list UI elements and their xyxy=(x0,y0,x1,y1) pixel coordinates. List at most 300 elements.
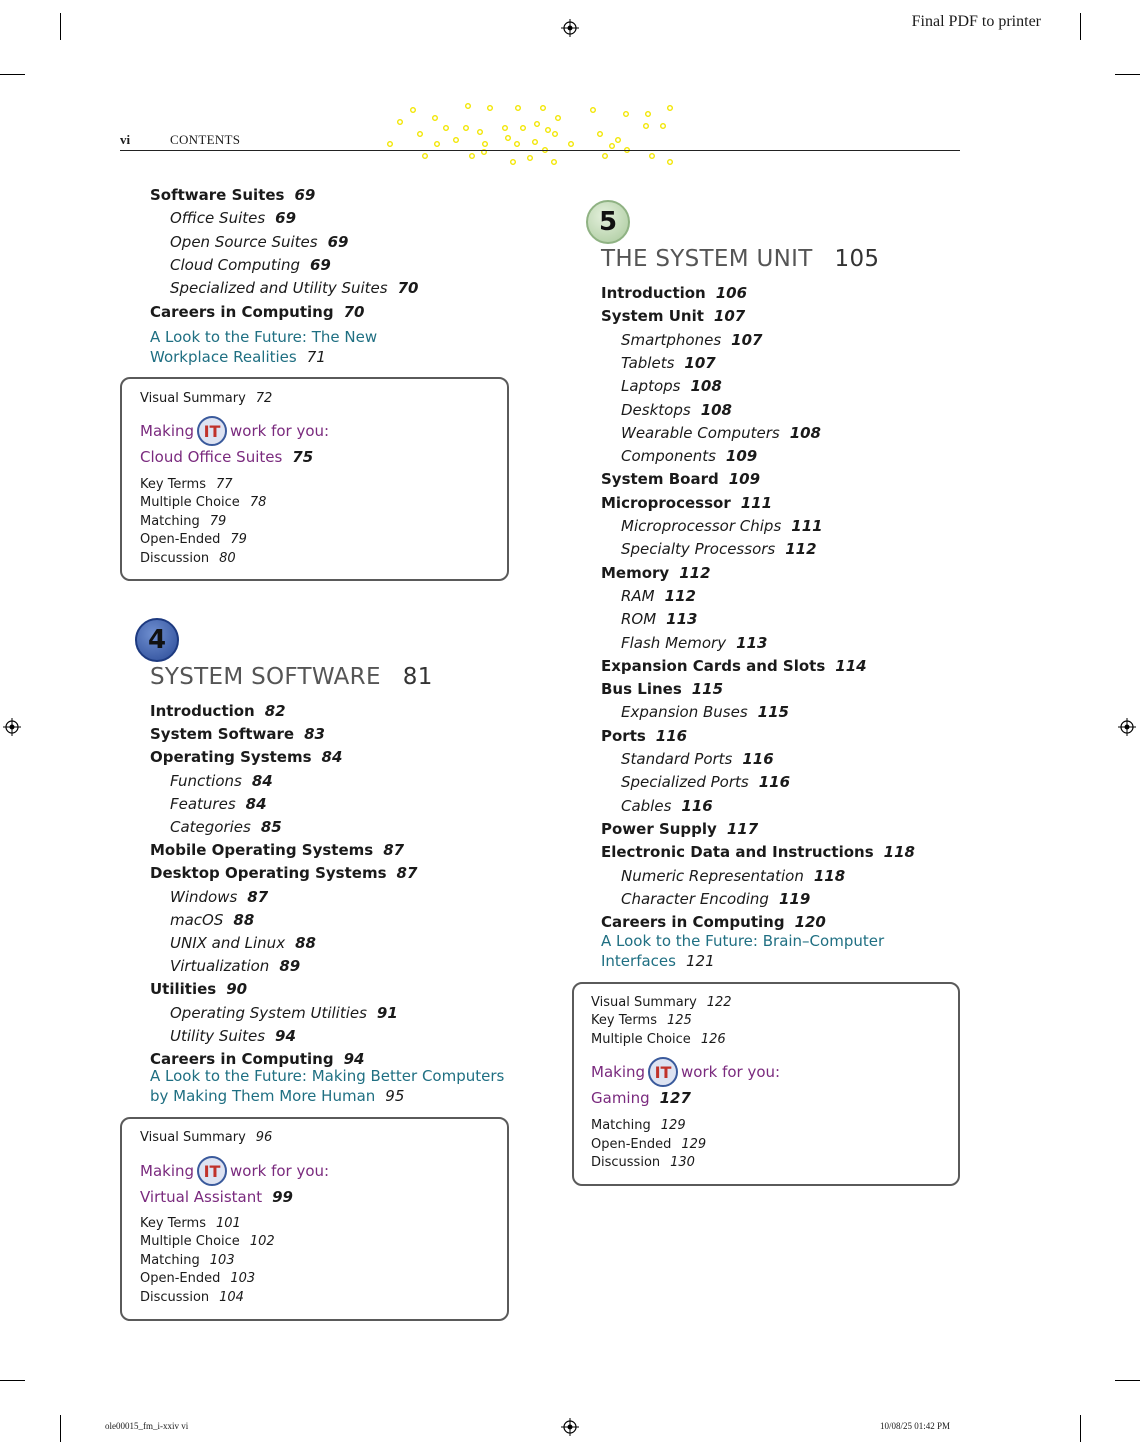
page-ref: 94 xyxy=(343,1050,365,1068)
making-text: Making xyxy=(591,1063,646,1081)
page-ref: 109 xyxy=(728,470,761,489)
toc-entry[interactable] xyxy=(170,794,267,814)
toc-entry[interactable] xyxy=(621,796,713,816)
decorative-dot xyxy=(433,116,438,121)
item-label: Visual Summary xyxy=(140,391,246,406)
entry-title: Categories xyxy=(170,818,251,836)
page-ref: 103 xyxy=(230,1271,256,1287)
toc-entry[interactable] xyxy=(170,933,316,953)
entry-title: Office Suites xyxy=(170,209,266,228)
crop-mark xyxy=(60,1415,61,1442)
look-to-future-link[interactable] xyxy=(601,931,884,971)
page-ref: 111 xyxy=(740,493,773,512)
toc-entry[interactable] xyxy=(621,353,716,373)
making-text: work for you: xyxy=(681,1063,781,1081)
look-line: Interfaces xyxy=(601,952,676,970)
page-ref: 71 xyxy=(306,348,326,366)
review-item[interactable] xyxy=(140,1233,275,1251)
decorative-dot xyxy=(535,122,540,127)
item-label: Multiple Choice xyxy=(591,1031,691,1047)
making-text: Making xyxy=(140,1162,195,1180)
review-item[interactable] xyxy=(140,1215,241,1233)
decorative-dot xyxy=(411,108,416,113)
page-ref: 116 xyxy=(742,750,774,768)
page-ref: 108 xyxy=(700,400,732,419)
toc-entry[interactable] xyxy=(621,539,817,559)
chapter-title-text: SYSTEM SOFTWARE xyxy=(150,664,381,690)
page-ref: 129 xyxy=(681,1136,707,1152)
toc-entry[interactable] xyxy=(621,376,722,396)
entry-title: Electronic Data and Instructions xyxy=(601,843,874,862)
entry-title: Expansion Cards and Slots xyxy=(601,656,826,675)
item-label: Open-Ended xyxy=(591,1136,672,1152)
review-item[interactable] xyxy=(140,1289,244,1307)
entry-title: macOS xyxy=(170,910,224,929)
entry-title: Components xyxy=(621,447,716,466)
review-item[interactable] xyxy=(591,994,732,1012)
decorative-dot xyxy=(616,138,621,143)
decorative-dot xyxy=(661,124,666,129)
page-ref: 114 xyxy=(835,656,867,675)
toc-entry[interactable] xyxy=(601,283,747,303)
toc-entry[interactable] xyxy=(170,771,273,791)
toc-entry[interactable] xyxy=(170,208,296,228)
page-ref: 108 xyxy=(789,423,821,442)
making-text: work for you: xyxy=(230,1162,330,1180)
item-label: Matching xyxy=(140,1252,200,1268)
printer-note: Final PDF to printer xyxy=(911,13,1041,30)
decorative-dot xyxy=(488,106,493,111)
entry-title: Careers in Computing xyxy=(150,1050,334,1068)
entry-title: Bus Lines xyxy=(601,680,682,699)
decorative-dot xyxy=(556,116,561,121)
entry-title: Flash Memory xyxy=(621,633,727,652)
crop-mark xyxy=(60,13,61,40)
decorative-dot xyxy=(598,132,603,137)
item-label: Open-Ended xyxy=(140,1271,221,1287)
entry-title: Cloud Computing xyxy=(170,255,300,274)
toc-entry[interactable] xyxy=(170,956,300,976)
page-ref: 72 xyxy=(255,391,273,406)
toc-entry[interactable] xyxy=(150,302,364,322)
decorative-dot xyxy=(515,142,520,147)
entry-title: Operating Systems xyxy=(150,748,312,767)
entry-title: Specialty Processors xyxy=(621,540,776,559)
topic-label: Gaming xyxy=(591,1089,650,1107)
toc-entry[interactable] xyxy=(150,747,342,767)
item-label: Discussion xyxy=(591,1155,661,1171)
decorative-dot xyxy=(610,144,615,149)
toc-entry[interactable] xyxy=(150,840,404,860)
page-ref: 116 xyxy=(758,773,791,792)
entry-title: Careers in Computing xyxy=(601,913,785,932)
entry-title: Power Supply xyxy=(601,819,717,838)
decorative-dot xyxy=(478,130,483,135)
toc-entry[interactable] xyxy=(621,702,789,722)
page-ref: 101 xyxy=(215,1216,241,1231)
look-line: A Look to the Future: Making Better Computers xyxy=(150,1067,505,1085)
page-ref: 88 xyxy=(233,910,255,929)
toc-entry[interactable] xyxy=(170,255,331,275)
entry-title: Features xyxy=(170,794,236,813)
decorative-dot xyxy=(503,126,508,131)
review-item[interactable] xyxy=(140,1270,255,1288)
toc-entry[interactable] xyxy=(621,772,790,792)
page-ref: 130 xyxy=(670,1155,695,1171)
toc-entry[interactable] xyxy=(621,330,762,350)
page-ref: 88 xyxy=(295,934,316,952)
toc-entry[interactable] xyxy=(170,910,254,930)
making-it-work-heading xyxy=(140,1156,329,1186)
page-ref: 113 xyxy=(666,610,698,629)
item-label: Visual Summary xyxy=(591,995,697,1010)
decorative-dot xyxy=(646,112,651,117)
entry-title: Desktop Operating Systems xyxy=(150,864,387,883)
decorative-dot xyxy=(516,106,521,111)
entry-title: Microprocessor xyxy=(601,493,731,512)
item-label: Discussion xyxy=(140,550,210,566)
it-badge-icon: IT xyxy=(197,416,227,446)
review-item[interactable] xyxy=(140,550,236,568)
decorative-dot xyxy=(506,136,511,141)
chapter-page: 81 xyxy=(402,664,433,690)
decorative-dot xyxy=(624,112,629,117)
chapter-number-badge: 5 xyxy=(586,200,630,244)
page-ref: 79 xyxy=(230,532,247,548)
slug-date: 10/08/25 01:42 PM xyxy=(880,1421,951,1431)
toc-entry[interactable] xyxy=(150,724,325,744)
page-ref: 69 xyxy=(294,186,316,204)
entry-title: Software Suites xyxy=(150,186,285,204)
item-label: Matching xyxy=(591,1118,651,1133)
decorative-dot xyxy=(533,140,538,145)
page-ref: 78 xyxy=(249,495,267,511)
page-ref: 90 xyxy=(226,980,248,999)
page-ref: 77 xyxy=(215,477,233,492)
entry-title: Utility Suites xyxy=(170,1026,266,1045)
topic-label: Virtual Assistant xyxy=(140,1188,263,1206)
entry-title: ROM xyxy=(621,610,657,629)
review-item[interactable] xyxy=(140,531,247,549)
decorative-dot xyxy=(553,132,558,137)
page-ref: 118 xyxy=(883,843,915,862)
running-head: CONTENTS xyxy=(170,132,241,147)
decorative-dot xyxy=(464,126,469,131)
chapter-number-badge: 4 xyxy=(135,618,179,662)
item-label: Multiple Choice xyxy=(140,1234,240,1250)
page-ref: 107 xyxy=(684,353,716,372)
header-rule xyxy=(120,150,960,151)
registration-mark-icon xyxy=(1118,718,1136,736)
page-ref: 70 xyxy=(397,279,419,298)
making-it-work-heading xyxy=(140,416,329,446)
decorative-dot xyxy=(603,154,608,159)
page-ref: 96 xyxy=(255,1130,273,1145)
page-ref: 107 xyxy=(713,307,746,326)
item-label: Discussion xyxy=(140,1289,210,1305)
toc-entry[interactable] xyxy=(170,232,348,252)
toc-entry[interactable] xyxy=(621,446,757,466)
page-ref: 69 xyxy=(327,232,349,251)
crop-mark xyxy=(1115,1380,1140,1381)
decorative-dot xyxy=(591,108,596,113)
toc-entry[interactable] xyxy=(621,866,845,886)
item-label: Key Terms xyxy=(591,1013,657,1029)
page-ref: 113 xyxy=(736,633,768,652)
toc-entry[interactable] xyxy=(601,656,867,676)
look-to-future-link[interactable] xyxy=(150,1066,504,1106)
decorative-dot xyxy=(398,120,403,125)
decorative-dots xyxy=(380,100,675,168)
decorative-dot xyxy=(668,106,673,111)
page-ref: 106 xyxy=(715,284,748,302)
toc-entry[interactable] xyxy=(170,1003,398,1023)
decorative-dot xyxy=(435,142,440,147)
entry-title: Utilities xyxy=(150,980,217,999)
crop-mark xyxy=(0,74,25,75)
review-item[interactable] xyxy=(140,1252,235,1270)
toc-entry[interactable] xyxy=(621,889,810,909)
decorative-dot xyxy=(483,142,488,147)
page-ref: 107 xyxy=(731,330,763,349)
page-ref: 87 xyxy=(383,841,405,860)
page-ref: 69 xyxy=(309,255,331,274)
page-ref: 85 xyxy=(260,818,282,836)
page-ref: 84 xyxy=(321,748,343,767)
entry-title: Virtualization xyxy=(170,957,270,976)
page-ref: 108 xyxy=(690,377,722,396)
item-label: Key Terms xyxy=(140,1216,206,1231)
toc-entry[interactable] xyxy=(150,979,247,999)
entry-title: Expansion Buses xyxy=(621,703,748,722)
page-ref: 75 xyxy=(292,448,314,466)
page-ref: 112 xyxy=(679,563,711,582)
toc-entry[interactable] xyxy=(621,516,823,536)
entry-title: Introduction xyxy=(150,702,255,720)
entry-title: Specialized and Utility Suites xyxy=(170,279,388,298)
page-ref: 83 xyxy=(304,725,325,744)
decorative-dot xyxy=(650,154,655,159)
entry-title: Memory xyxy=(601,563,670,582)
page-ref: 122 xyxy=(706,995,732,1010)
page-ref: 95 xyxy=(385,1087,405,1105)
entry-title: Desktops xyxy=(621,400,691,419)
visual-summary-item[interactable] xyxy=(140,390,272,408)
page-ref: 87 xyxy=(247,887,269,906)
item-label: Visual Summary xyxy=(140,1130,246,1145)
review-item[interactable] xyxy=(140,513,226,531)
decorative-dot xyxy=(541,106,546,111)
page-ref: 118 xyxy=(813,866,846,885)
toc-entry[interactable] xyxy=(621,586,696,606)
decorative-dot xyxy=(521,126,526,131)
entry-title: Ports xyxy=(601,726,646,745)
page-ref: 129 xyxy=(660,1118,686,1133)
page-number: vi xyxy=(120,132,131,147)
entry-title: System Unit xyxy=(601,307,704,326)
decorative-dot xyxy=(644,124,649,129)
making-topic[interactable] xyxy=(140,448,313,466)
crop-mark xyxy=(1080,1415,1081,1442)
decorative-dot xyxy=(470,154,475,159)
page-ref: 111 xyxy=(791,517,823,535)
toc-entry[interactable] xyxy=(170,1026,296,1046)
page-ref: 82 xyxy=(264,702,286,720)
page-ref: 125 xyxy=(666,1013,692,1029)
entry-title: System Board xyxy=(601,470,719,489)
entry-title: Introduction xyxy=(601,284,706,302)
toc-entry[interactable] xyxy=(601,563,711,583)
toc-entry[interactable] xyxy=(170,887,268,907)
entry-title: Mobile Operating Systems xyxy=(150,841,374,860)
page-ref: 91 xyxy=(376,1003,398,1022)
toc-entry[interactable] xyxy=(601,493,772,513)
page-ref: 84 xyxy=(251,771,273,790)
page-ref: 116 xyxy=(655,726,688,745)
toc-entry[interactable] xyxy=(150,863,417,883)
registration-mark-icon xyxy=(561,1418,579,1436)
page-ref: 99 xyxy=(272,1188,293,1206)
toc-entry[interactable] xyxy=(621,609,697,629)
entry-title: Wearable Computers xyxy=(621,423,780,442)
toc-entry[interactable] xyxy=(601,912,826,932)
visual-summary-item[interactable] xyxy=(140,1129,272,1147)
page-ref: 115 xyxy=(757,703,789,722)
crop-mark xyxy=(0,1380,25,1381)
toc-entry[interactable] xyxy=(621,749,774,769)
decorative-dot xyxy=(546,128,551,133)
entry-title: Cables xyxy=(621,796,672,815)
item-label: Matching xyxy=(140,513,200,529)
review-item[interactable] xyxy=(591,1154,695,1172)
entry-title: Open Source Suites xyxy=(170,232,318,251)
page-ref: 87 xyxy=(396,864,418,883)
page-ref: 112 xyxy=(785,540,817,559)
page-ref: 70 xyxy=(343,302,365,321)
making-text: Making xyxy=(140,422,195,440)
review-item[interactable] xyxy=(591,1117,686,1135)
making-it-work-heading xyxy=(591,1057,780,1087)
look-line: Workplace Realities xyxy=(150,348,297,366)
making-text: work for you: xyxy=(230,422,330,440)
toc-entry[interactable] xyxy=(601,679,723,699)
chapter-title-text: THE SYSTEM UNIT xyxy=(601,246,813,272)
look-line: A Look to the Future: The New xyxy=(150,328,378,346)
page-ref: 102 xyxy=(249,1234,275,1250)
entry-title: Smartphones xyxy=(621,330,722,349)
decorative-dot xyxy=(668,160,673,165)
entry-title: RAM xyxy=(621,586,655,605)
toc-entry[interactable] xyxy=(601,469,760,489)
page-ref: 69 xyxy=(275,209,297,228)
toc-entry[interactable] xyxy=(170,817,282,837)
review-item[interactable] xyxy=(140,494,266,512)
making-topic[interactable] xyxy=(140,1188,293,1206)
entry-title: Laptops xyxy=(621,377,681,396)
entry-title: Numeric Representation xyxy=(621,866,804,885)
decorative-dot xyxy=(423,154,428,159)
chapter-title[interactable] xyxy=(150,664,433,690)
toc-entry[interactable] xyxy=(601,842,915,862)
entry-title: Microprocessor Chips xyxy=(621,517,782,535)
topic-label: Cloud Office Suites xyxy=(140,448,283,466)
toc-entry[interactable] xyxy=(601,306,745,326)
page-ref: 121 xyxy=(685,952,715,970)
review-item[interactable] xyxy=(591,1012,692,1030)
decorative-dot xyxy=(511,160,516,165)
entry-title: Character Encoding xyxy=(621,889,769,908)
entry-title: UNIX and Linux xyxy=(170,934,286,952)
page-ref: 109 xyxy=(725,447,758,466)
toc-entry[interactable] xyxy=(601,819,758,839)
page-ref: 115 xyxy=(691,680,724,699)
page-ref: 119 xyxy=(778,889,811,908)
page-ref: 127 xyxy=(659,1089,691,1107)
entry-title: Functions xyxy=(170,771,242,790)
review-item[interactable] xyxy=(591,1136,706,1154)
page-ref: 126 xyxy=(700,1031,726,1047)
entry-title: Operating System Utilities xyxy=(170,1003,367,1022)
toc-entry[interactable] xyxy=(170,278,418,298)
page-ref: 104 xyxy=(219,1289,244,1305)
decorative-dot xyxy=(388,142,393,147)
chapter-title[interactable] xyxy=(601,246,879,272)
entry-title: System Software xyxy=(150,725,295,744)
toc-entry[interactable] xyxy=(621,633,767,653)
decorative-dot xyxy=(528,156,533,161)
page-ref: 94 xyxy=(275,1026,296,1045)
decorative-dot xyxy=(552,160,557,165)
review-item[interactable] xyxy=(140,476,233,494)
toc-entry[interactable] xyxy=(621,423,821,443)
item-label: Open-Ended xyxy=(140,532,221,548)
crop-mark xyxy=(1115,74,1140,75)
toc-entry[interactable] xyxy=(621,400,732,420)
slug-file: ole00015_fm_i-xxiv vi xyxy=(105,1421,189,1431)
page-ref: 112 xyxy=(664,586,696,605)
entry-title: Standard Ports xyxy=(621,750,733,768)
toc-entry[interactable] xyxy=(150,185,315,205)
item-label: Multiple Choice xyxy=(140,495,240,511)
decorative-dot xyxy=(569,142,574,147)
toc-entry[interactable] xyxy=(601,726,687,746)
entry-title: Windows xyxy=(170,887,238,906)
crop-mark xyxy=(1080,13,1081,40)
it-badge-icon: IT xyxy=(648,1057,678,1087)
page-ref: 116 xyxy=(681,796,713,815)
registration-mark-icon xyxy=(561,19,579,37)
entry-title: Careers in Computing xyxy=(150,302,334,321)
look-line: A Look to the Future: Brain–Computer xyxy=(601,932,885,950)
entry-title: Tablets xyxy=(621,353,675,372)
toc-entry[interactable] xyxy=(150,701,286,721)
making-topic[interactable] xyxy=(591,1089,691,1107)
page-ref: 84 xyxy=(245,794,267,813)
page-ref: 79 xyxy=(209,513,227,529)
entry-title: Specialized Ports xyxy=(621,773,749,792)
chapter-page: 105 xyxy=(834,246,880,272)
decorative-dot xyxy=(466,104,471,109)
look-to-future-link[interactable] xyxy=(150,327,377,367)
item-label: Key Terms xyxy=(140,477,206,492)
registration-mark-icon xyxy=(3,718,21,736)
page-ref: 80 xyxy=(219,550,236,566)
review-item[interactable] xyxy=(591,1031,726,1049)
look-line: by Making Them More Human xyxy=(150,1087,376,1105)
decorative-dot xyxy=(454,138,459,143)
page-ref: 117 xyxy=(726,819,759,838)
it-badge-icon: IT xyxy=(197,1156,227,1186)
